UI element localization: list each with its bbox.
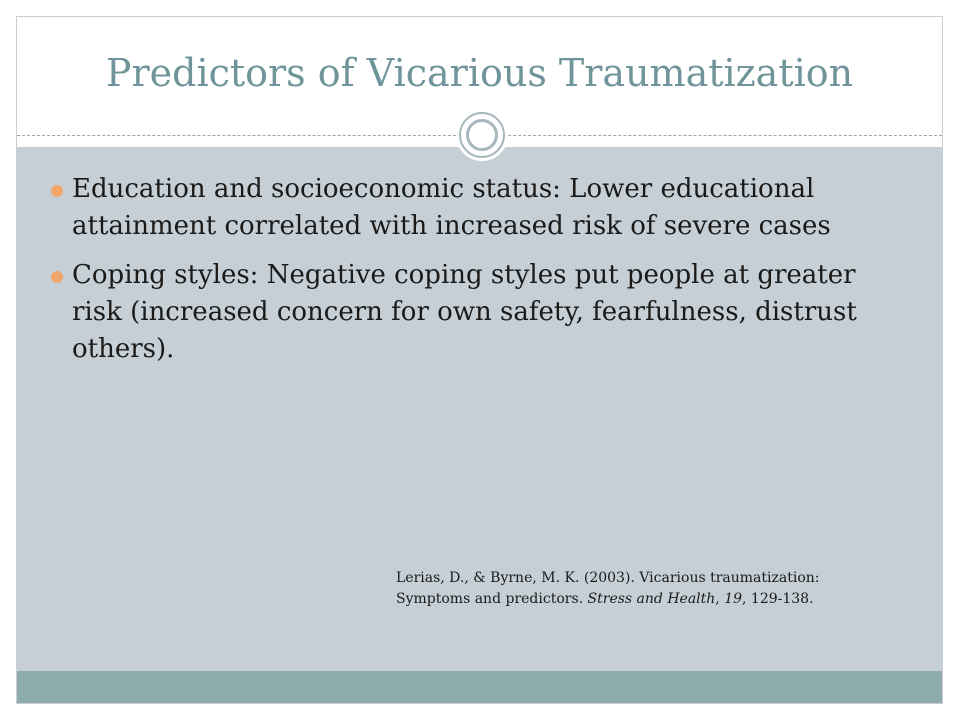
bullet-list bbox=[51, 171, 871, 380]
citation-line-2 bbox=[396, 589, 856, 610]
circle-ring-icon bbox=[456, 109, 508, 161]
bullet-dot-icon bbox=[51, 185, 63, 197]
citation-pages: , 129-138. bbox=[742, 591, 814, 607]
bullet-dot-icon bbox=[51, 271, 63, 283]
slide bbox=[16, 16, 943, 704]
bullet-item bbox=[51, 171, 871, 245]
bullet-text: Coping styles: Negative coping styles put people at greater risk (increased concern for own safety, fearfulness, distrust others). bbox=[72, 260, 857, 364]
citation-prefix: Symptoms and predictors. bbox=[396, 591, 588, 607]
footer-band bbox=[17, 671, 942, 704]
citation bbox=[396, 568, 856, 610]
citation-volume: 19 bbox=[724, 591, 743, 607]
bullet-item bbox=[51, 257, 871, 368]
bullet-text: Education and socioeconomic status: Lower educational attainment correlated with increased risk of severe cases bbox=[72, 174, 831, 241]
ornament-inner-ring bbox=[466, 119, 498, 151]
slide-title: Predictors of Vicarious Traumatization bbox=[105, 51, 854, 95]
citation-separator: , bbox=[715, 591, 725, 607]
citation-line-1: Lerias, D., & Byrne, M. K. (2003). Vicarious traumatization: bbox=[396, 570, 820, 586]
citation-journal: Stress and Health bbox=[587, 591, 716, 607]
